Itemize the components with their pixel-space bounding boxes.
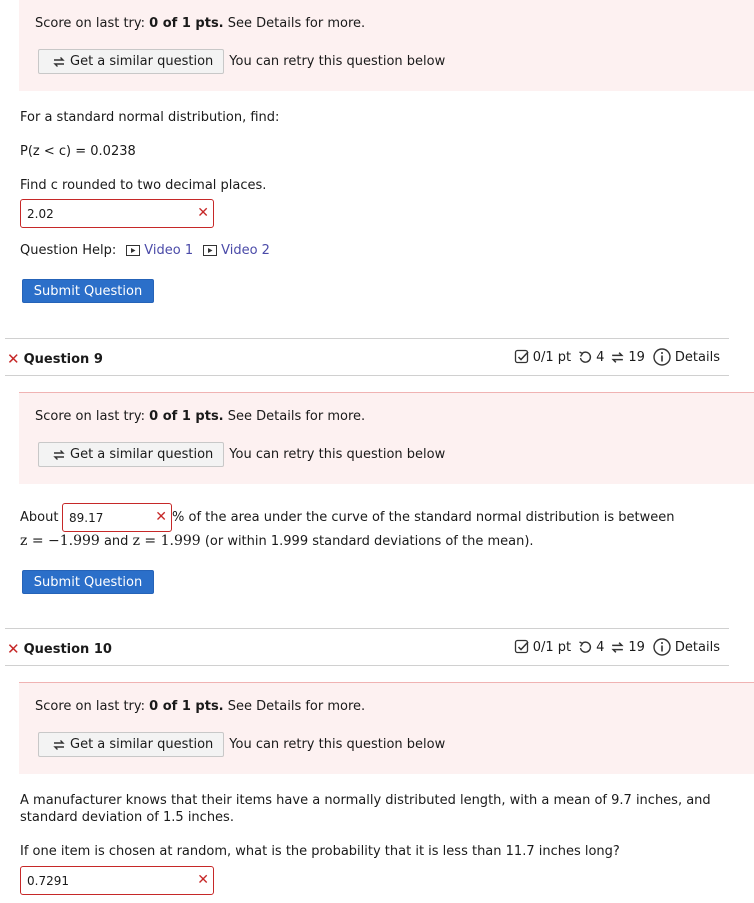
question-9-header bbox=[5, 338, 729, 376]
incorrect-icon: ✕ bbox=[7, 350, 20, 368]
q10-line2: standard deviation of 1.5 inches. bbox=[20, 810, 234, 825]
info-icon bbox=[653, 348, 671, 366]
retry-icon bbox=[578, 350, 593, 365]
similar-badge: 19 bbox=[610, 640, 645, 655]
retry-row bbox=[38, 732, 445, 757]
score-banner bbox=[19, 392, 754, 484]
incorrect-icon: ✕ bbox=[155, 509, 167, 525]
points-badge: 0/1 pt bbox=[514, 639, 571, 655]
video-2-link[interactable]: Video 2 bbox=[203, 243, 270, 258]
retry-text: You can retry this question below bbox=[229, 54, 446, 69]
incorrect-icon: ✕ bbox=[197, 872, 209, 888]
q8-submit-button[interactable]: Submit Question bbox=[22, 279, 154, 303]
question-help: Question Help: Video 1 Video 2 bbox=[20, 243, 270, 258]
info-icon bbox=[653, 638, 671, 656]
q9-submit-button[interactable]: Submit Question bbox=[22, 570, 154, 594]
q9-text-before: About bbox=[20, 510, 59, 525]
points-badge: 0/1 pt bbox=[514, 349, 571, 365]
q10-question: If one item is chosen at random, what is the probability that it is less than 11.7 inches long? bbox=[20, 844, 620, 859]
similar-question-icon bbox=[52, 738, 66, 752]
q8-answer-input[interactable]: 2.02 ✕ bbox=[20, 199, 214, 228]
score-line: Score on last try: 0 of 1 pts. See Details for more. bbox=[35, 409, 366, 424]
score-banner bbox=[19, 682, 754, 774]
question-10-meta bbox=[514, 638, 720, 656]
q9-line2: z = −1.999 and z = 1.999 (or within 1.999 standard deviations of the mean). bbox=[20, 533, 534, 549]
get-similar-question-button[interactable]: Get a similar question bbox=[38, 442, 224, 467]
incorrect-icon: ✕ bbox=[7, 640, 20, 658]
retry-text: You can retry this question below bbox=[229, 737, 446, 752]
q8-prompt: For a standard normal distribution, find: bbox=[20, 110, 280, 125]
similar-question-icon bbox=[610, 350, 625, 365]
q8-instruction: Find c rounded to two decimal places. bbox=[20, 178, 267, 193]
question-9-meta bbox=[514, 348, 720, 366]
q9-answer-input[interactable]: 89.17 ✕ bbox=[62, 503, 172, 532]
details-button[interactable]: Details bbox=[653, 638, 720, 656]
incorrect-icon: ✕ bbox=[197, 205, 209, 221]
similar-question-icon bbox=[52, 55, 66, 69]
question-10-header bbox=[5, 628, 729, 666]
retry-row bbox=[38, 49, 445, 74]
retries-badge: 4 bbox=[578, 350, 604, 365]
similar-question-icon bbox=[52, 448, 66, 462]
q9-text-after: % of the area under the curve of the standard normal distribution is between bbox=[172, 510, 675, 525]
question-10-title: Question 10 bbox=[23, 641, 112, 657]
get-similar-question-button[interactable]: Get a similar question bbox=[38, 49, 224, 74]
score-line: Score on last try: 0 of 1 pts. See Details for more. bbox=[35, 16, 366, 31]
score-banner bbox=[19, 0, 754, 91]
question-9-title: Question 9 bbox=[23, 351, 103, 367]
checkbox-icon bbox=[514, 639, 530, 655]
get-similar-question-button[interactable]: Get a similar question bbox=[38, 732, 224, 757]
similar-badge: 19 bbox=[610, 350, 645, 365]
retry-icon bbox=[578, 640, 593, 655]
similar-question-icon bbox=[610, 640, 625, 655]
video-1-link[interactable]: Video 1 bbox=[126, 243, 193, 258]
details-button[interactable]: Details bbox=[653, 348, 720, 366]
score-line: Score on last try: 0 of 1 pts. See Details for more. bbox=[35, 699, 366, 714]
q10-line1: A manufacturer knows that their items have a normally distributed length, with a mean of 9.7 inches, and bbox=[20, 793, 711, 808]
video-icon bbox=[126, 245, 140, 256]
retry-text: You can retry this question below bbox=[229, 447, 446, 462]
q10-answer-input[interactable]: 0.7291 ✕ bbox=[20, 866, 214, 895]
checkbox-icon bbox=[514, 349, 530, 365]
retry-row bbox=[38, 442, 445, 467]
retries-badge: 4 bbox=[578, 640, 604, 655]
q8-equation: P(z < c) = 0.0238 bbox=[20, 144, 136, 159]
video-icon bbox=[203, 245, 217, 256]
